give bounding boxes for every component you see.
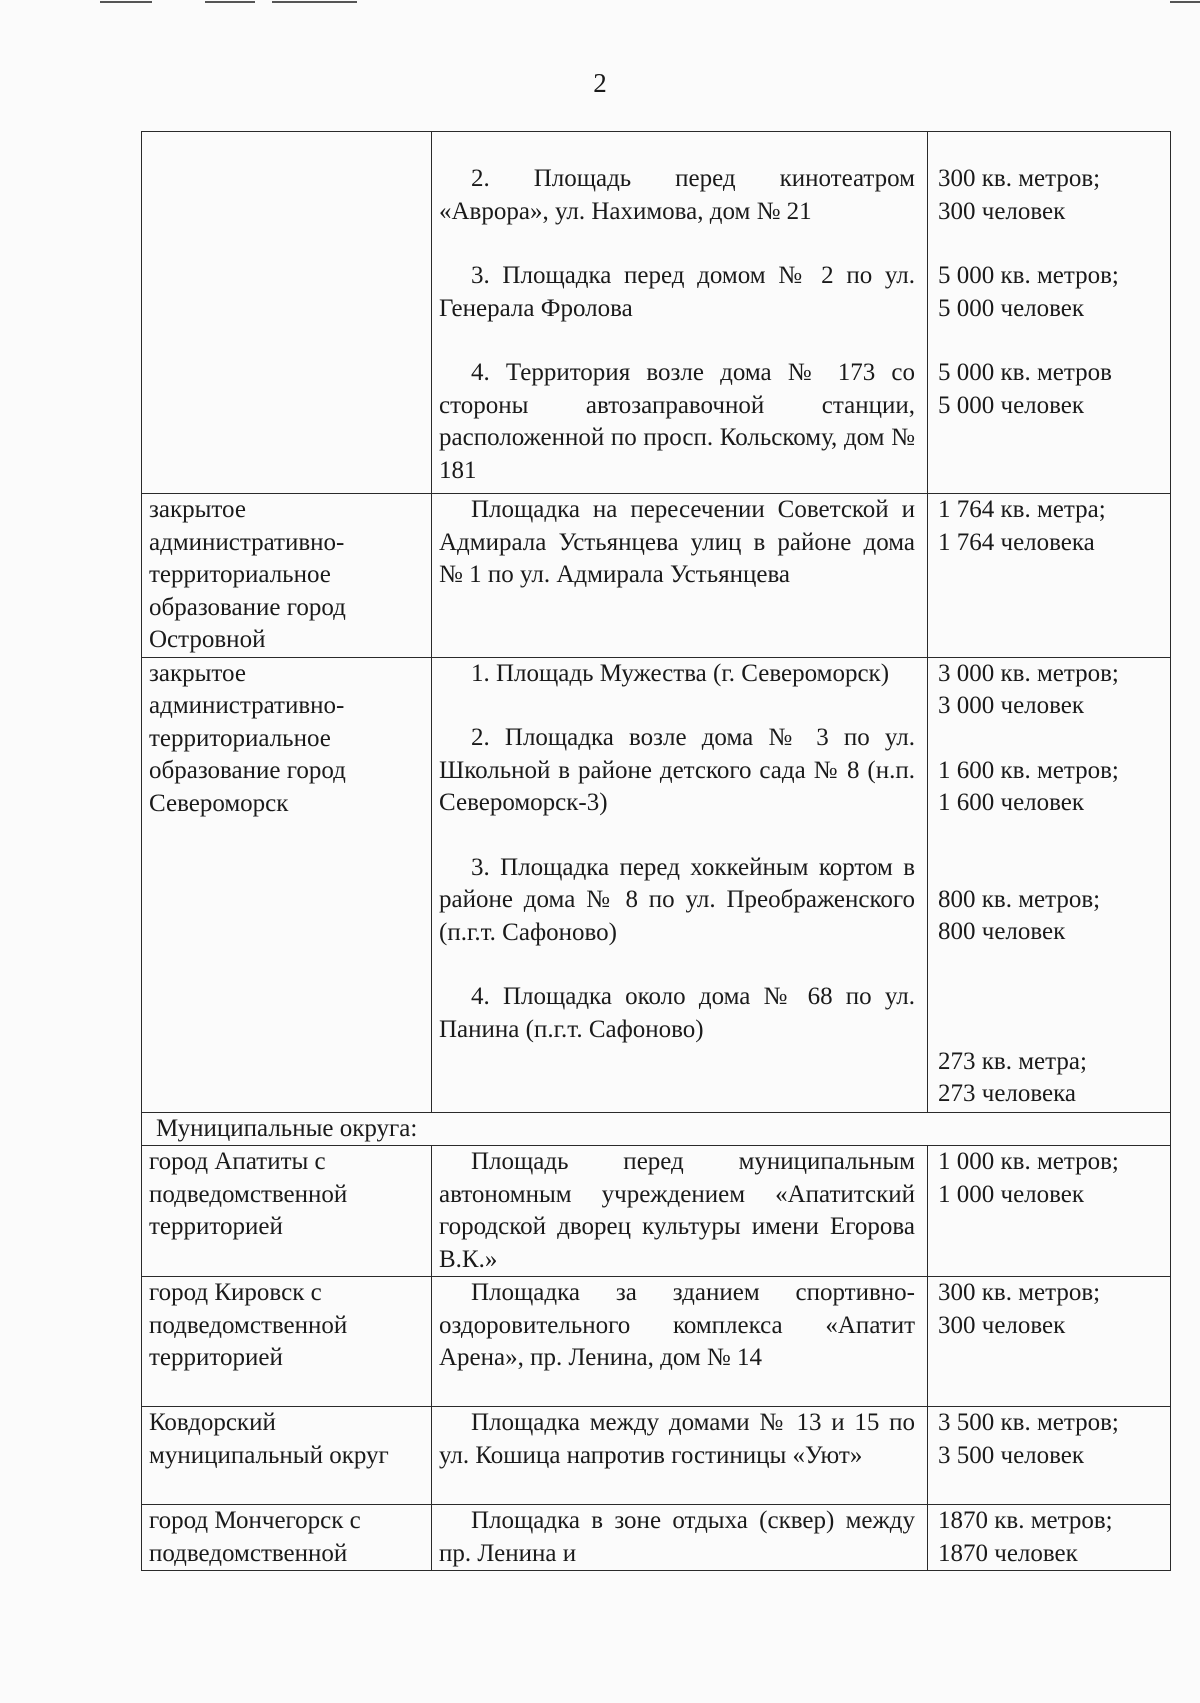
location-cell <box>432 132 928 494</box>
scan-top-edge-marks <box>0 0 1200 6</box>
region-cell: закрытое административно-территориальное образование город Островной <box>142 494 432 658</box>
people-value: 1 600 человек <box>938 789 1085 816</box>
table-row <box>142 494 1171 658</box>
people-value: 1 000 человек <box>938 1180 1085 1208</box>
people-value: 800 человек <box>938 918 1066 945</box>
area-value: 5 000 кв. метров <box>938 359 1112 386</box>
capacity-cell <box>928 1146 1171 1277</box>
location-entry: 4. Территория возле дома № 173 со стороны автозаправочной станции, расположенной по просп. Кольскому, дом № 181 <box>439 359 915 484</box>
people-value: 5 000 человек <box>938 391 1085 419</box>
table-row <box>142 1407 1171 1505</box>
location-cell <box>432 657 928 1112</box>
location-cell <box>432 1146 928 1277</box>
location-cell <box>432 494 928 658</box>
location-entry: Площадь перед муниципальным автономным учреждением «Апатитский городской дворец культуры имени Егорова В.К.» <box>439 1148 915 1273</box>
people-value: 273 человека <box>938 1080 1077 1107</box>
table-row <box>142 1277 1171 1407</box>
region-cell: Ковдорский муниципальный округ <box>142 1407 432 1505</box>
location-cell <box>432 1505 928 1571</box>
people-value: 300 человек <box>938 197 1066 225</box>
region-cell: закрытое административно-территориальное образование город Североморск <box>142 657 432 1112</box>
location-cell <box>432 1407 928 1505</box>
section-header: Муниципальные округа: <box>142 1112 1171 1146</box>
people-value: 3 500 человек <box>938 1441 1085 1469</box>
capacity-cell <box>928 132 1171 494</box>
page-number: 2 <box>593 68 607 98</box>
people-value: 3 000 человек <box>938 692 1085 719</box>
location-entry: 3. Площадка перед хоккейным кортом в районе дома № 8 по ул. Преображенского (п.г.т. Сафоново) <box>439 853 915 946</box>
locations-table <box>141 131 1171 1571</box>
area-value: 273 кв. метра; <box>938 1047 1087 1075</box>
area-value: 3 000 кв. метров; <box>938 659 1119 687</box>
region-cell: город Кировск с подведомственной территорией <box>142 1277 432 1407</box>
capacity-cell <box>928 1505 1171 1571</box>
location-entry: 3. Площадка перед домом № 2 по ул. Генерала Фролова <box>439 262 915 322</box>
region-cell: город Апатиты с подведомственной территорией <box>142 1146 432 1277</box>
capacity-cell <box>928 494 1171 658</box>
people-value: 300 человек <box>938 1311 1066 1339</box>
table-row <box>142 1146 1171 1277</box>
people-value: 1870 человек <box>938 1539 1078 1567</box>
area-value: 1 000 кв. метров; <box>938 1148 1119 1175</box>
location-entry: 2. Площадка возле дома № 3 по ул. Школьной в районе детского сада № 8 (н.п. Североморск-3) <box>439 724 915 816</box>
table-row <box>142 1112 1171 1146</box>
area-value: 1 764 кв. метра; <box>938 496 1106 523</box>
area-value: 300 кв. метров; <box>938 1279 1101 1306</box>
capacity-cell <box>928 657 1171 1112</box>
area-value: 1870 кв. метров; <box>938 1507 1113 1534</box>
area-value: 300 кв. метров; <box>938 165 1101 192</box>
area-value: 1 600 кв. метров; <box>938 756 1119 784</box>
table-row <box>142 132 1171 494</box>
location-entry: 1. Площадь Мужества (г. Североморск) <box>471 659 890 687</box>
region-cell <box>142 132 432 494</box>
area-value: 5 000 кв. метров; <box>938 262 1119 289</box>
people-value: 1 764 человека <box>938 528 1095 556</box>
table-row <box>142 657 1171 1112</box>
location-entry: Площадка на пересечении Советской и Адмирала Устьянцева улиц в районе дома № 1 по ул. Адмирала Устьянцева <box>439 496 915 588</box>
location-entry: 4. Площадка около дома № 68 по ул. Панина (п.г.т. Сафоново) <box>439 983 915 1043</box>
location-entry: Площадка за зданием спортивно-оздоровительного комплекса «Апатит Арена», пр. Ленина, дом № 14 <box>439 1279 915 1371</box>
people-value: 5 000 человек <box>938 294 1085 322</box>
region-cell: город Мончегорск с подведомственной <box>142 1505 432 1571</box>
capacity-cell <box>928 1407 1171 1505</box>
location-cell <box>432 1277 928 1407</box>
location-entry: 2. Площадь перед кинотеатром «Аврора», ул. Нахимова, дом № 21 <box>439 165 915 225</box>
table-row <box>142 1505 1171 1571</box>
area-value: 800 кв. метров; <box>938 885 1101 913</box>
capacity-cell <box>928 1277 1171 1407</box>
area-value: 3 500 кв. метров; <box>938 1409 1119 1436</box>
location-entry: Площадка в зоне отдыха (сквер) между пр. Ленина и <box>439 1507 915 1567</box>
location-entry: Площадка между домами № 13 и 15 по ул. Кошица напротив гостиницы «Уют» <box>439 1409 915 1469</box>
